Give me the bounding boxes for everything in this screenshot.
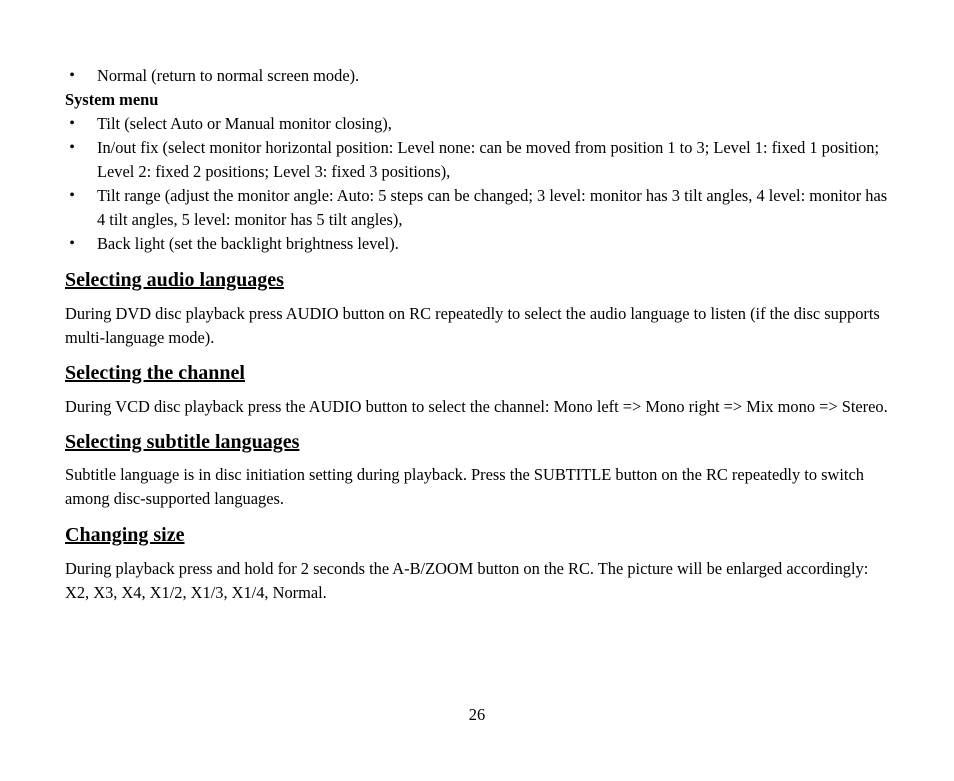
changing-size-paragraph: During playback press and hold for 2 seconds the A-B/ZOOM button on the RC. The picture will be enlarged accordingly: X2, X3, X4, X1/2, X1/3, X1/4, Normal. <box>65 559 869 602</box>
bullet-icon: • <box>69 115 75 132</box>
channel-paragraph: During VCD disc playback press the AUDIO button to select the channel: Mono left => Mono right => Mix mono => Stereo. <box>65 397 888 416</box>
audio-languages-heading: Selecting audio languages <box>65 269 284 291</box>
list-item-text: In/out fix (select monitor horizontal position: Level none: can be moved from position 1 to 3; Level 1: fixed 1 position; Level 2: fixed 2 positions; Level 3: fixed 3 positions), <box>97 138 880 181</box>
bullet-icon: • <box>69 67 75 84</box>
changing-size-heading: Changing size <box>65 524 185 546</box>
system-menu-heading: System menu <box>65 90 159 109</box>
list-item-text: Back light (set the backlight brightness level). <box>97 234 399 253</box>
channel-heading: Selecting the channel <box>65 362 245 384</box>
bullet-icon: • <box>69 235 75 252</box>
list-item-text: Normal (return to normal screen mode). <box>97 66 360 85</box>
subtitle-languages-paragraph: Subtitle language is in disc initiation setting during playback. Press the SUBTITLE button on the RC repeatedly to switch among disc-supported languages. <box>65 465 864 508</box>
list-item <box>65 232 895 256</box>
bullet-icon: • <box>69 187 75 204</box>
bullet-icon: • <box>69 139 75 156</box>
list-item <box>65 184 895 232</box>
manual-page-content <box>65 64 895 605</box>
subtitle-languages-heading: Selecting subtitle languages <box>65 431 300 453</box>
list-item <box>65 64 895 88</box>
system-menu-list <box>65 112 895 256</box>
display-mode-list <box>65 64 895 88</box>
list-item <box>65 136 895 184</box>
audio-languages-paragraph: During DVD disc playback press AUDIO button on RC repeatedly to select the audio language to listen (if the disc supports multi-language mode). <box>65 304 880 347</box>
list-item-text: Tilt (select Auto or Manual monitor closing), <box>97 114 392 133</box>
page-number: 26 <box>468 705 486 724</box>
list-item-text: Tilt range (adjust the monitor angle: Auto: 5 steps can be changed; 3 level: monitor has 3 tilt angles, 4 level: monitor has 4 tilt angles, 5 level: monitor has 5 tilt angles), <box>97 186 888 229</box>
list-item <box>65 112 895 136</box>
